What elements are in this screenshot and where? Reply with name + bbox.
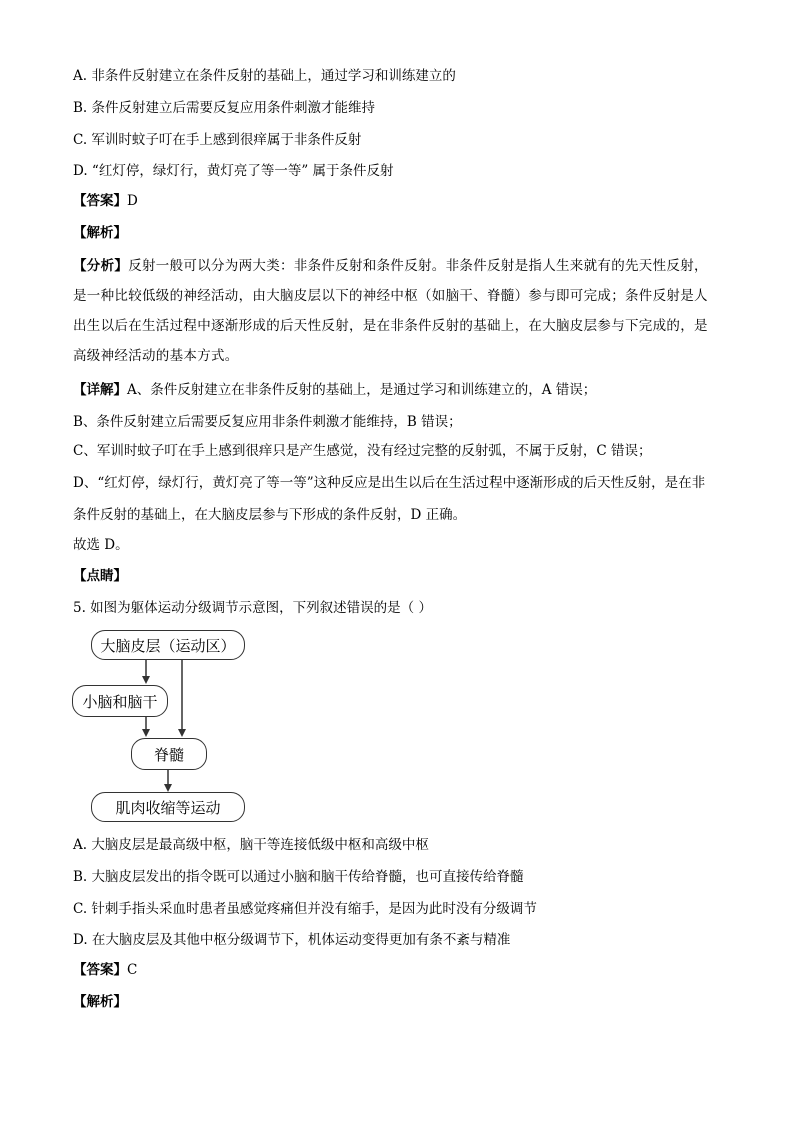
answer-label: 【答案】 — [73, 193, 127, 209]
box-muscle-contraction: 肌肉收缩等运动 — [91, 792, 245, 822]
box-cerebellum-brainstem: 小脑和脑干 — [72, 685, 168, 717]
xiangjie-text-1: A、条件反射建立在非条件反射的基础上，是通过学习和训练建立的，A 错误； — [127, 382, 597, 398]
q5-answer-value: C — [127, 962, 138, 978]
fenxi-text-1: 反射一般可以分为两大类：非条件反射和条件反射。非条件反射是指人生来就有的先天性反射， — [128, 258, 708, 274]
q5-option-b: B. 大脑皮层发出的指令既可以通过小脑和脑干传给脊髓，也可直接传给脊髓 — [73, 869, 524, 885]
q5-option-d: D. 在大脑皮层及其他中枢分级调节下，机体运动变得更加有条不紊与精准 — [73, 932, 511, 948]
xiangjie-line-6: 故选 D。 — [73, 537, 129, 553]
fenxi-line-3: 出生以后在生活过程中逐渐形成的后天性反射，是在非条件反射的基础上，在大脑皮层参与下完成的，是 — [73, 318, 708, 334]
q5-option-a: A. 大脑皮层是最高级中枢，脑干等连接低级中枢和高级中枢 — [73, 837, 429, 853]
q5-option-c: C. 针刺手指头采血时患者虽感觉疼痛但并没有缩手，是因为此时没有分级调节 — [73, 901, 537, 917]
option-d: D. “红灯停，绿灯行，黄灯亮了等一等” 属于条件反射 — [73, 163, 394, 179]
xiangjie-line-2: B、条件反射建立后需要反复应用非条件刺激才能维持，B 错误； — [73, 414, 462, 430]
q5-analysis-label: 【解析】 — [73, 994, 127, 1010]
answer-value: D — [127, 193, 138, 209]
dianjing-label: 【点睛】 — [73, 568, 127, 584]
fenxi-line-4: 高级神经活动的基本方式。 — [73, 348, 239, 364]
question-5-stem: 5. 如图为躯体运动分级调节示意图，下列叙述错误的是（ ） — [73, 600, 432, 616]
box-cerebral-cortex: 大脑皮层（运动区） — [91, 630, 245, 660]
q5-answer-line — [73, 960, 137, 980]
box-spinal-cord: 脊髓 — [131, 738, 207, 770]
xiangjie-line-5: 条件反射的基础上，在大脑皮层参与下形成的条件反射，D 正确。 — [73, 507, 467, 523]
fenxi-label: 【分析】 — [73, 258, 129, 274]
xiangjie-line-3: C、军训时蚊子叮在手上感到很痒只是产生感觉，没有经过完整的反射弧，不属于反射，C 错误； — [73, 443, 652, 459]
option-a: A. 非条件反射建立在条件反射的基础上，通过学习和训练建立的 — [73, 68, 456, 84]
fenxi-line-2: 是一种比较低级的神经活动，由大脑皮层以下的神经中枢（如脑干、脊髓）参与即可完成；条件反射是人 — [73, 288, 708, 304]
option-b: B. 条件反射建立后需要反复应用条件刺激才能维持 — [73, 100, 376, 116]
xiangjie-line-4: D、“红灯停，绿灯行，黄灯亮了等一等”这种反应是出生以后在生活过程中逐渐形成的后天性反射，是在非 — [73, 475, 706, 491]
analysis-label: 【解析】 — [73, 225, 127, 241]
xiangjie-label: 【详解】 — [73, 382, 127, 398]
q5-answer-label: 【答案】 — [73, 962, 127, 978]
option-c: C. 军训时蚊子叮在手上感到很痒属于非条件反射 — [73, 132, 362, 148]
